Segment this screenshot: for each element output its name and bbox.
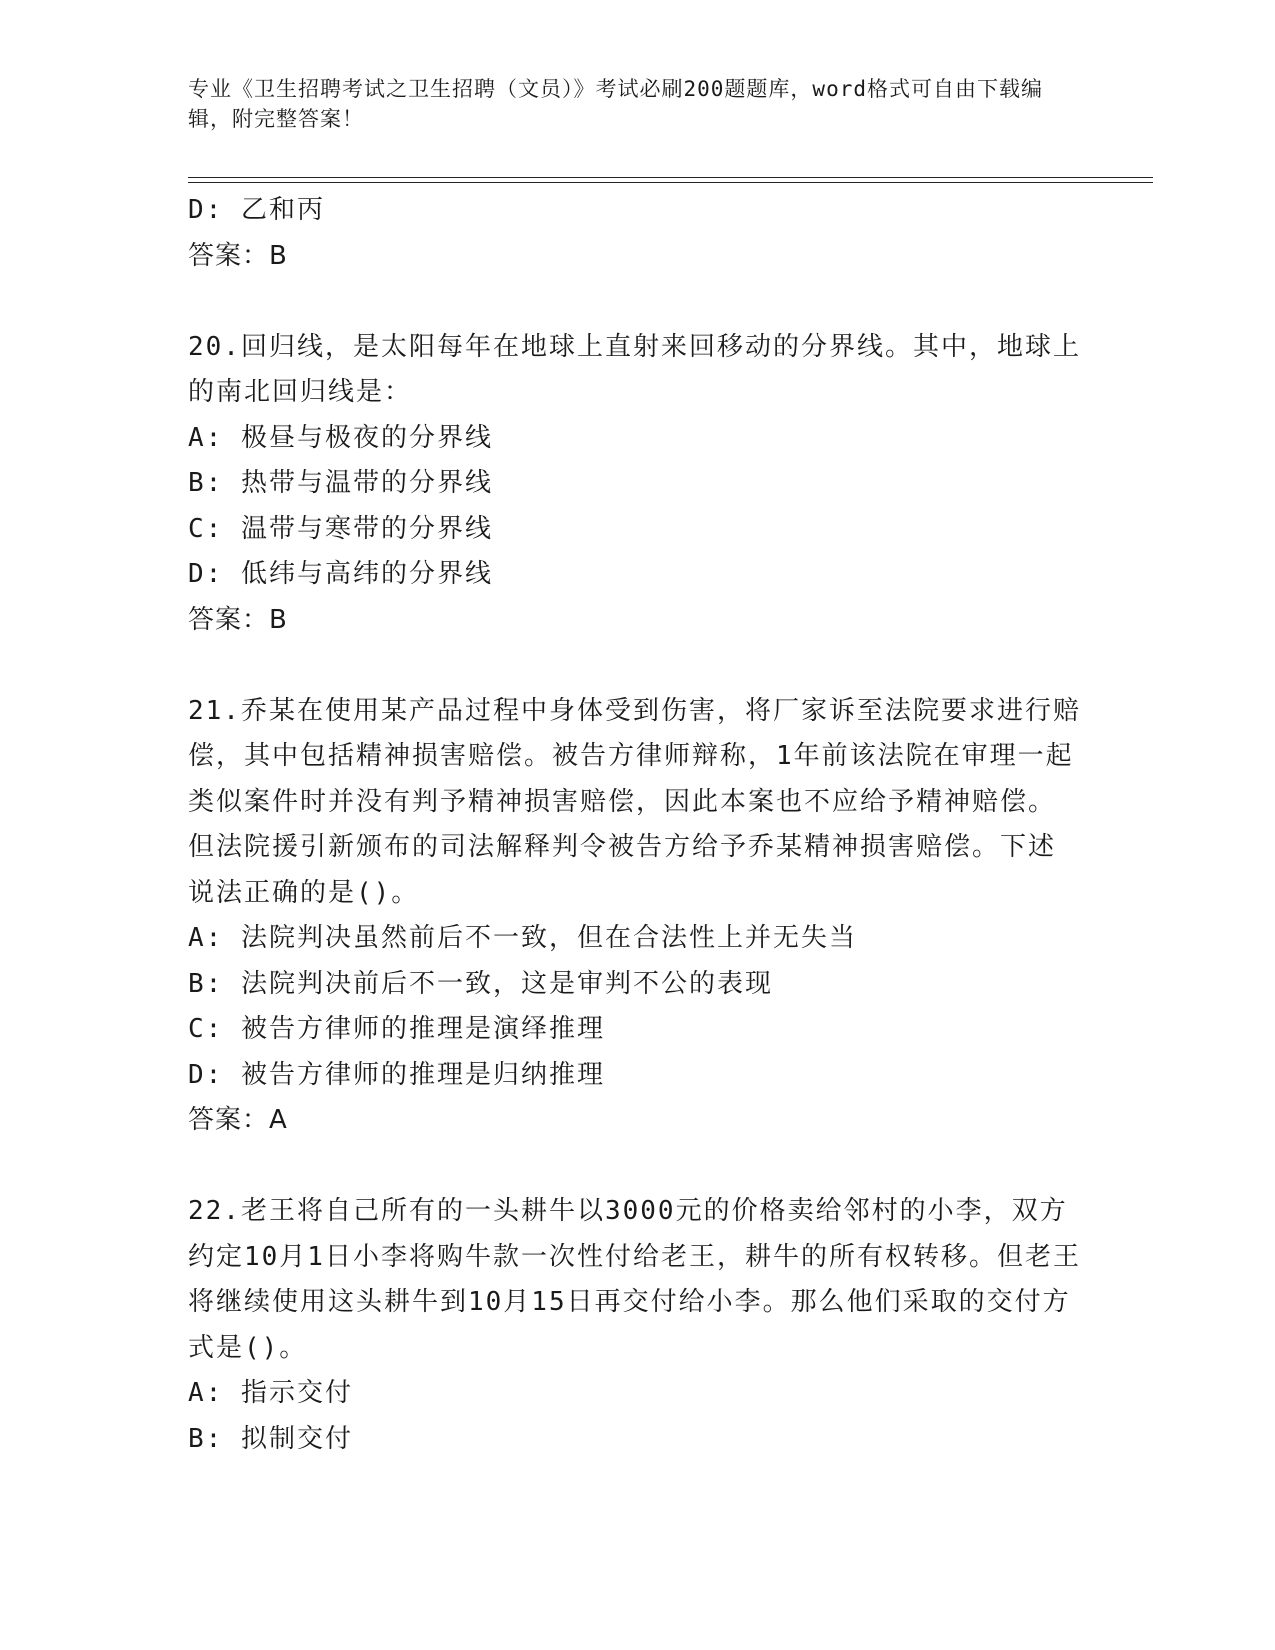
spacer: [188, 279, 1088, 325]
question-22-text: 22.老王将自己所有的一头耕牛以3000元的价格卖给邻村的小李，双方约定10月1日小李将购牛款一次性付给老王，耕牛的所有权转移。但老王将继续使用这头耕牛到10月15日再交付给小李。那么他们采取的交付方式是()。: [188, 1196, 1081, 1363]
question-21-option-b: B: 法院判决前后不一致，这是审判不公的表现: [188, 968, 773, 999]
header-divider-bottom: [188, 182, 1153, 183]
question-content: [188, 188, 1088, 1462]
question-20-option-b: B: 热带与温带的分界线: [188, 468, 493, 498]
spacer: [188, 643, 1088, 689]
question-21-option-d: D: 被告方律师的推理是归纳推理: [188, 1059, 605, 1090]
question-20-option-c: C: 温带与寒带的分界线: [188, 513, 493, 544]
question-21-option-a: A: 法院判决虽然前后不一致，但在合法性上并无失当: [188, 923, 857, 953]
page-header: 专业《卫生招聘考试之卫生招聘（文员）》考试必刷200题题库，word格式可自由下载编辑，附完整答案！: [188, 77, 1043, 131]
q19-option-d: D: 乙和丙: [188, 195, 325, 225]
question-22-option-b: B: 拟制交付: [188, 1423, 353, 1454]
question-21-text: 21.乔某在使用某产品过程中身体受到伤害，将厂家诉至法院要求进行赔偿，其中包括精神损害赔偿。被告方律师辩称，1年前该法院在审理一起类似案件时并没有判予精神损害赔偿，因此本案也不应给予精神赔偿。但法院援引新颁布的司法解释判令被告方给予乔某精神损害赔偿。下述说法正确的是()。: [188, 695, 1081, 908]
question-20-text: 20.回归线，是太阳每年在地球上直射来回移动的分界线。其中，地球上的南北回归线是：: [188, 331, 1081, 407]
question-20: [188, 325, 1088, 644]
question-20-option-a: A: 极昼与极夜的分界线: [188, 422, 493, 453]
question-22-option-a: A: 指示交付: [188, 1378, 353, 1408]
question-20-answer: 答案：B: [188, 604, 288, 635]
spacer: [188, 1144, 1088, 1190]
question-21-answer: 答案：A: [188, 1105, 288, 1135]
question-21-option-c: C: 被告方律师的推理是演绎推理: [188, 1014, 605, 1044]
q19-answer: 答案：B: [188, 240, 288, 271]
question-20-option-d: D: 低纬与高纬的分界线: [188, 559, 493, 589]
question-22: [188, 1189, 1088, 1462]
header-divider-top: [188, 177, 1153, 178]
question-21: [188, 689, 1088, 1144]
